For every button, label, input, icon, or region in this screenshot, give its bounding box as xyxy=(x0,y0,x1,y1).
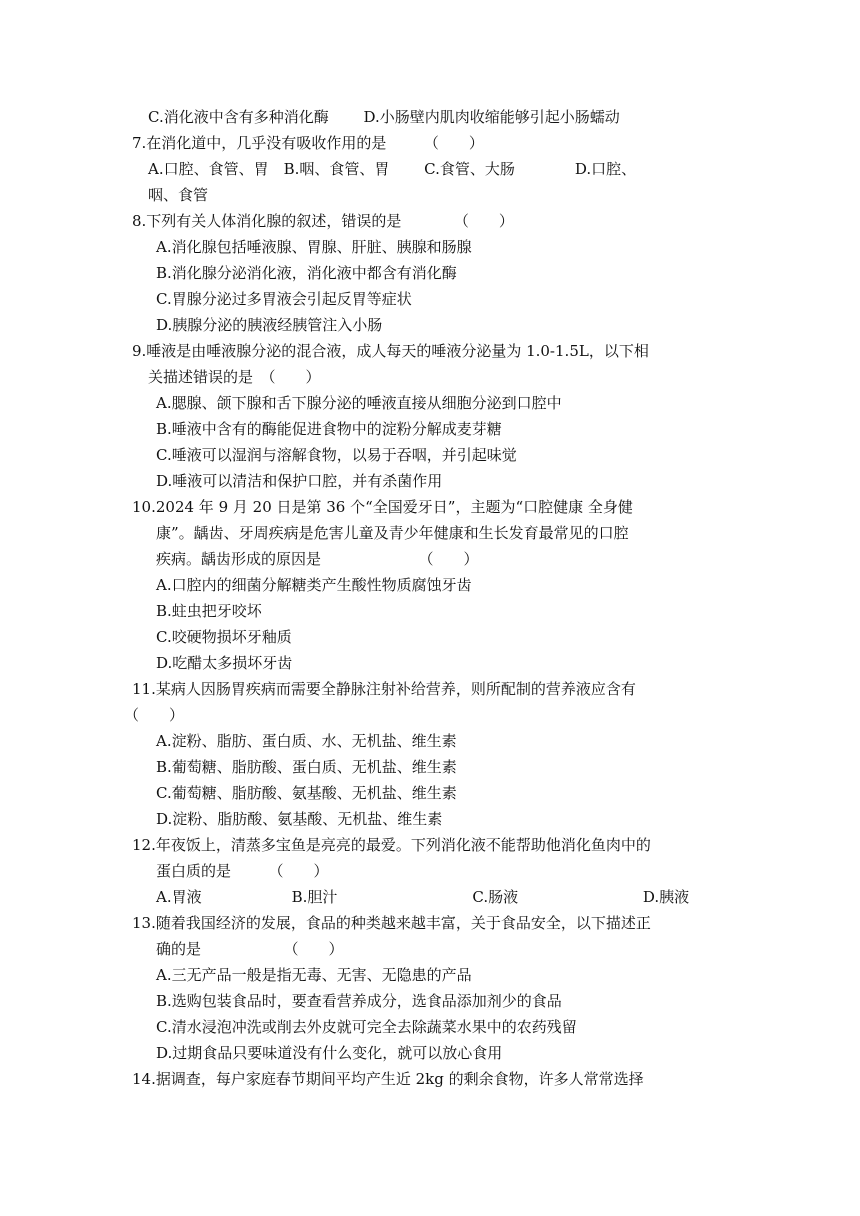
q8-option-c: C.胃腺分泌过多胃液会引起反胃等症状 xyxy=(156,290,412,308)
q8-option-b: B.消化腺分泌消化液，消化液中都含有消化酶 xyxy=(156,264,457,282)
q11-option-a: A.淀粉、脂肪、蛋白质、水、无机盐、维生素 xyxy=(156,732,457,750)
q13-option-c: C.清水浸泡冲洗或削去外皮就可完全去除蔬菜水果中的农药残留 xyxy=(156,1018,577,1036)
q11-stem: 11.某病人因肠胃疾病而需要全静脉注射补给营养，则所配制的营养液应含有 xyxy=(132,680,636,698)
q10-option-a: A.口腔内的细菌分解糖类产生酸性物质腐蚀牙齿 xyxy=(156,576,472,594)
q13-stem-cont: 确的是 （ ） xyxy=(156,940,344,958)
q10-option-b: B.蛀虫把牙咬坏 xyxy=(156,602,262,620)
q9-option-c: C.唾液可以湿润与溶解食物，以易于吞咽，并引起味觉 xyxy=(156,446,517,464)
q7-options-cont: 咽、食管 xyxy=(148,186,209,204)
q13-option-b: B.选购包装食品时，要查看营养成分，选食品添加剂少的食品 xyxy=(156,992,562,1010)
q11-stem-cont: （ ） xyxy=(124,706,185,724)
q13-option-a: A.三无产品一般是指无毒、无害、无隐患的产品 xyxy=(156,966,472,984)
q9-option-d: D.唾液可以清洁和保护口腔，并有杀菌作用 xyxy=(156,472,443,490)
q11-option-d: D.淀粉、脂肪酸、氨基酸、无机盐、维生素 xyxy=(156,810,443,828)
q8-option-d: D.胰腺分泌的胰液经胰管注入小肠 xyxy=(156,316,383,334)
q14-stem: 14.据调查，每户家庭春节期间平均产生近 2kg 的剩余食物，许多人常常选择 xyxy=(132,1070,644,1088)
q10-stem: 10.2024 年 9 月 20 日是第 36 个“全国爱牙日”，主题为“口腔健康 全身健 xyxy=(132,498,633,516)
q6-option-cd: C.消化液中含有多种消化酶 D.小肠壁内肌肉收缩能够引起小肠蠕动 xyxy=(148,108,620,126)
q9-stem: 9.唾液是由唾液腺分泌的混合液，成人每天的唾液分泌量为 1.0-1.5L，以下相 xyxy=(132,342,649,360)
q11-option-b: B.葡萄糖、脂肪酸、蛋白质、无机盐、维生素 xyxy=(156,758,457,776)
q13-option-d: D.过期食品只要味道没有什么变化，就可以放心食用 xyxy=(156,1044,503,1062)
q13-stem: 13.随着我国经济的发展，食品的种类越来越丰富，关于食品安全，以下描述正 xyxy=(132,914,651,932)
q10-stem-cont-2: 疾病。龋齿形成的原因是 （ ） xyxy=(156,550,479,568)
q7-options: A.口腔、食管、胃 B.咽、食管、胃 C.食管、大肠 D.口腔、 xyxy=(148,160,637,178)
q12-stem: 12.年夜饭上，清蒸多宝鱼是亮亮的最爱。下列消化液不能帮助他消化鱼肉中的 xyxy=(132,836,651,854)
q8-option-a: A.消化腺包括唾液腺、胃腺、肝脏、胰腺和肠腺 xyxy=(156,238,472,256)
q12-stem-cont: 蛋白质的是 （ ） xyxy=(156,862,329,880)
q9-stem-cont: 关描述错误的是 （ ） xyxy=(148,368,321,386)
q9-option-b: B.唾液中含有的酶能促进食物中的淀粉分解成麦芽糖 xyxy=(156,420,502,438)
q7-stem: 7.在消化道中，几乎没有吸收作用的是 （ ） xyxy=(132,134,484,152)
q12-options: A.胃液 B.胆汁 C.肠液 D.胰液 xyxy=(156,888,690,906)
q10-option-d: D.吃醋太多损坏牙齿 xyxy=(156,654,293,672)
q10-stem-cont-1: 康”。龋齿、牙周疾病是危害儿童及青少年健康和生长发育最常见的口腔 xyxy=(156,524,629,542)
q8-stem: 8.下列有关人体消化腺的叙述，错误的是 （ ） xyxy=(132,212,514,230)
q9-option-a: A.腮腺、颌下腺和舌下腺分泌的唾液直接从细胞分泌到口腔中 xyxy=(156,394,562,412)
q10-option-c: C.咬硬物损坏牙釉质 xyxy=(156,628,292,646)
q11-option-c: C.葡萄糖、脂肪酸、氨基酸、无机盐、维生素 xyxy=(156,784,457,802)
